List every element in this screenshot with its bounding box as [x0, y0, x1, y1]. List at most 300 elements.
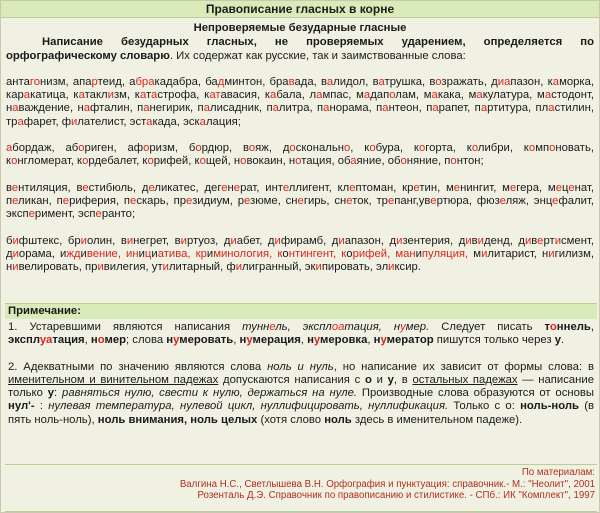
highlighted-vowel: рифей, ман [352, 247, 416, 260]
highlighted-vowel: о [240, 155, 247, 168]
note-text: , в [393, 373, 413, 386]
note-vowel: оа [331, 321, 345, 333]
word-text: б [6, 234, 13, 247]
highlighted-vowel: ц [144, 247, 152, 260]
note-vowel: у [246, 334, 253, 347]
highlighted-vowel: е [346, 194, 353, 207]
intro-bold-text: Написание безударных гласных, не проверяемых ударением, определяется по орфографическому словарю [6, 36, 594, 62]
highlighted-vowel: а [23, 89, 31, 102]
word-text: катица, к [30, 89, 79, 102]
note-vowel: у [173, 334, 180, 347]
word-text: рапет, п [438, 102, 481, 115]
word-text: ризм, б [149, 142, 196, 155]
note-italic [242, 321, 429, 333]
word-text: ртуоз, д [186, 234, 231, 247]
highlighted-vowel: а [151, 89, 158, 102]
highlighted-vowel: о [289, 142, 296, 155]
word-text: лисадник, п [209, 102, 273, 115]
word-text: ц [562, 181, 569, 194]
highlighted-vowel: а [12, 102, 19, 115]
word-text: строфа, к [157, 89, 210, 102]
note-word-part: н [307, 334, 314, 347]
word-text: фюз [476, 194, 500, 207]
note-word-part: экспл [8, 334, 40, 347]
note-paragraph-1 [8, 321, 594, 348]
word-text: лация; [205, 115, 241, 128]
word-text: ллигент, кл [288, 181, 350, 194]
highlighted-vowel: е [11, 181, 19, 194]
highlighted-vowel: е [349, 181, 356, 194]
highlighted-vowel: о [418, 142, 426, 155]
word-text: ранто; [101, 208, 136, 221]
source-item: Розенталь Д.Э. Справочник по правописанию и стилистике. - СПб.: ИК "Комплект", 1997 [197, 490, 595, 501]
note-text: и [371, 373, 388, 386]
note-bold-letter: о [364, 373, 372, 386]
word-text: норама, п [329, 102, 383, 115]
spacer [8, 348, 594, 361]
note-word-part: ннель [556, 321, 591, 333]
highlighted-vowel: е [282, 181, 289, 194]
highlighted-vowel: и [126, 234, 134, 247]
word-text: кадабра, ба [154, 75, 218, 88]
word-text: трушка, в [384, 75, 436, 88]
highlighted-vowel: о [389, 89, 396, 102]
highlighted-vowel: а [143, 102, 150, 115]
highlighted-vowel: а [17, 115, 24, 128]
highlighted-vowel: о [143, 142, 150, 155]
note-text: , [590, 321, 594, 333]
word-text: денд, [483, 234, 513, 247]
highlighted-vowel: бра [135, 75, 155, 88]
word-text: в [471, 234, 478, 247]
note-text: , [367, 334, 374, 347]
word-text: риген, аф [84, 142, 144, 155]
word-text: рт [543, 234, 555, 247]
word-text: ртюра, [436, 194, 472, 207]
word-text: тация, об [301, 155, 351, 168]
word-text: нтон; [456, 155, 484, 168]
spacer [6, 129, 594, 142]
highlighted-vowel: и [235, 261, 243, 274]
highlighted-vowel: и [465, 234, 472, 247]
word-text: фталин, п [90, 102, 144, 115]
word-text: рдебалет, к [88, 155, 148, 168]
word-group [6, 235, 594, 275]
note-vowel: уа [39, 334, 53, 347]
word-text: п [426, 102, 433, 115]
note-word [240, 334, 301, 346]
word-groups [6, 76, 594, 275]
note-word [545, 321, 591, 333]
highlighted-vowel: е [453, 181, 461, 194]
word-line [6, 155, 484, 167]
word-text: новать, [555, 142, 595, 155]
word-text: бордаж, аб [12, 142, 79, 155]
highlighted-vowel: а [350, 155, 357, 168]
highlighted-vowel: а [146, 115, 153, 128]
highlighted-vowel: а [6, 142, 13, 155]
word-text: зидиум, р [192, 194, 245, 207]
highlighted-vowel: е [387, 194, 395, 207]
note-underlined: остальных падежах [412, 373, 518, 386]
word-text: орама, и [18, 247, 67, 260]
highlighted-vowel: а [552, 75, 560, 88]
word-text: гирь, сн [303, 194, 347, 207]
word-text: и [138, 247, 145, 260]
highlighted-vowel: д [217, 75, 225, 88]
word-text: д [518, 234, 525, 247]
word-text: скональн [295, 142, 344, 155]
note-word-part: мер [104, 334, 127, 347]
word-text: рифей, к [153, 155, 200, 168]
highlighted-vowel: и [554, 234, 561, 247]
word-text: негрет, в [133, 234, 181, 247]
spacer [6, 222, 594, 235]
highlighted-vowel: е [130, 194, 137, 207]
highlighted-vowel: а [431, 89, 438, 102]
note-bold-word: ноль-ноль [520, 400, 579, 413]
highlighted-vowel: а [316, 89, 323, 102]
highlighted-vowel: е [297, 194, 304, 207]
note-text: Производные слова образуются от основы [357, 387, 595, 400]
note-vowel: у [380, 334, 387, 347]
word-text: тин, м [419, 181, 454, 194]
highlighted-vowel: а [432, 102, 439, 115]
note-text: , [300, 334, 308, 347]
word-text: теид, а [97, 75, 136, 88]
word-text: фштекс, бр [18, 234, 81, 247]
page-title: Правописание гласных в корне [1, 1, 599, 18]
word-text: ликан, п [18, 194, 63, 207]
note-italic: ноль и нуль [267, 360, 334, 373]
note-text: , но написание их зависит от формы слова: в [333, 360, 594, 373]
highlighted-vowel: и [180, 234, 187, 247]
note-italic-part: тунн [242, 321, 270, 333]
note-paragraph-2 [8, 361, 594, 427]
note-text: 2. Адекватными по значению являются слова [8, 360, 268, 373]
highlighted-vowel: а [326, 75, 334, 88]
note-text: Только с о: [448, 400, 521, 413]
word-text: яние, об [356, 155, 401, 168]
note-word [374, 334, 434, 346]
highlighted-vowel: о [450, 155, 457, 168]
note-heading: Примечание: [5, 304, 597, 319]
word-text: нат, п [6, 181, 594, 207]
word-text: кака, [437, 89, 464, 102]
highlighted-vowel: е [62, 194, 70, 207]
word-text: фарет, ф [23, 115, 72, 128]
word-text: ток, тр [352, 194, 388, 207]
highlighted-vowel: о [369, 142, 376, 155]
word-text: нгломерат, к [17, 155, 83, 168]
highlighted-vowel: о [528, 142, 536, 155]
highlighted-vowel: о [400, 155, 407, 168]
word-text: литарист, н [487, 247, 549, 260]
note-text: ; слова [126, 334, 167, 347]
highlighted-vowel: пуляция, [421, 247, 469, 260]
note-bold-word: нул'- [8, 400, 35, 413]
highlighted-vowel: и [12, 261, 19, 274]
highlighted-vowel: е [221, 181, 228, 194]
highlighted-vowel: о [199, 155, 206, 168]
note-text: Следует писать [429, 321, 545, 333]
word-text: рат, инт [240, 181, 283, 194]
note-word [307, 334, 367, 346]
highlighted-vowel: иа [497, 75, 511, 88]
sources-label: По материалам: [521, 467, 595, 478]
note-word-part: мератор [386, 334, 434, 347]
note-italic-part: тация, н [344, 321, 401, 333]
highlighted-vowel: е [186, 194, 193, 207]
word-text: литра, п [278, 102, 324, 115]
note-italic-part: мер. [405, 321, 430, 333]
word-text: щей, н [205, 155, 241, 168]
highlighted-vowel: а [139, 89, 146, 102]
highlighted-vowel: е [568, 181, 575, 194]
highlighted-vowel: и [230, 234, 237, 247]
word-text: римент, эсп [34, 208, 96, 221]
highlighted-vowel: о [471, 142, 478, 155]
highlighted-vowel: и [274, 234, 281, 247]
highlighted-vowel: е [28, 208, 35, 221]
note-word-part: тация [52, 334, 85, 347]
word-text: бала, л [276, 89, 317, 102]
word-text: низм, апа [40, 75, 92, 88]
word-text: мп [535, 142, 550, 155]
highlighted-vowel: о [82, 155, 89, 168]
divider [5, 511, 597, 512]
word-text: м [468, 89, 477, 102]
note-word-part: н [373, 334, 381, 347]
highlighted-vowel: вение, ин [86, 247, 139, 260]
highlighted-vowel: о [78, 142, 85, 155]
note-text: — написание только [8, 373, 594, 400]
word-line [6, 142, 594, 154]
highlighted-vowel: о [295, 155, 302, 168]
word-text: ляж, энц [505, 194, 553, 207]
highlighted-vowel: и [388, 261, 395, 274]
highlighted-vowel: о [549, 142, 556, 155]
note-text: пишутся только через [433, 334, 555, 347]
highlighted-vowel: и [396, 234, 403, 247]
word-text: м [547, 181, 556, 194]
word-text: стибюль, д [88, 181, 149, 194]
note-bold-letter: у [554, 334, 562, 347]
word-text: вокаин, н [246, 155, 296, 168]
word-text: горта, к [425, 142, 472, 155]
highlighted-vowel: а [476, 89, 483, 102]
word-text: зм, к [113, 89, 140, 102]
highlighted-vowel: а [480, 102, 488, 115]
highlighted-vowel: а [548, 102, 555, 115]
word-text: и [151, 247, 158, 260]
word-text: лателист, эст [77, 115, 147, 128]
note-bold-word: ноль [324, 413, 352, 426]
word-text: рдюр, в [201, 142, 249, 155]
highlighted-vowel: о [248, 142, 256, 155]
word-text: дап [370, 89, 390, 102]
highlighted-vowel: а [382, 102, 389, 115]
note-text: . [561, 334, 565, 347]
note-word [91, 334, 126, 346]
word-text: няние, п [406, 155, 451, 168]
note-vowel: у [313, 334, 321, 347]
word-text: и [415, 247, 422, 260]
word-line [6, 182, 542, 194]
spacer [6, 169, 594, 182]
note-text: (хотя слово [257, 413, 325, 426]
highlighted-vowel: и [97, 261, 104, 274]
highlighted-vowel: и [80, 234, 87, 247]
word-text: гера, [516, 181, 543, 194]
highlighted-vowel: е [148, 181, 155, 194]
highlighted-vowel: и [12, 247, 19, 260]
note-bold-word: ноль внимания, ноль целых [97, 413, 258, 426]
highlighted-vowel: е [95, 208, 102, 221]
highlighted-vowel: а [83, 102, 91, 115]
note-underlined: именительном и винительном падежах [8, 373, 219, 386]
word-text: либри, к [477, 142, 529, 155]
word-text: т [145, 89, 152, 102]
note-word [8, 334, 85, 346]
word-text: , к [350, 142, 370, 155]
note-text: , [84, 334, 91, 347]
highlighted-vowel: го [29, 75, 41, 88]
word-text: птоман, кр [355, 181, 414, 194]
note-vowel: о [97, 334, 105, 347]
word-text: зентерия, д [402, 234, 466, 247]
highlighted-vowel: е [12, 194, 19, 207]
note-italic-part: ль, экспл [275, 321, 332, 333]
note-italic: равняться нулю, свести к нулю, держаться на нуле. [62, 387, 358, 400]
word-group [6, 76, 594, 129]
word-text: негирик, п [149, 102, 204, 115]
highlighted-vowel: и [481, 247, 488, 260]
word-text: пировать, эл [321, 261, 389, 274]
word-text: лигранный, эк [242, 261, 316, 274]
word-text: риферия, п [69, 194, 131, 207]
note-italic: нулевая температура, нулевой цикл, нуллифицировать, нуллификация. [48, 400, 449, 413]
word-text: апазон, д [344, 234, 397, 247]
highlighted-vowel: а [78, 89, 85, 102]
highlighted-vowel: а [270, 89, 277, 102]
word-text: м [473, 247, 482, 260]
note-box [5, 303, 597, 465]
note-word-part: т [544, 321, 550, 333]
highlighted-vowel: ат [209, 89, 221, 102]
section-subtitle: Непроверяемые безударные гласные [193, 22, 407, 34]
word-text: фалит, эксп [6, 194, 595, 221]
highlighted-vowel: е [233, 181, 241, 194]
word-text: велировать, пр [18, 261, 98, 274]
highlighted-vowel: и [12, 234, 19, 247]
word-text: лам, м [395, 89, 432, 102]
word-text: нингит, м [460, 181, 510, 194]
highlighted-vowel: и [477, 234, 484, 247]
word-text: такл [84, 89, 108, 102]
note-text: допускаются написания с [218, 373, 365, 386]
word-text: нтеон, [388, 102, 422, 115]
word-text: када, эск [152, 115, 200, 128]
word-text: ксир. [394, 261, 421, 274]
highlighted-vowel: и [162, 261, 169, 274]
note-text: : [34, 400, 49, 413]
word-text: к [547, 75, 553, 88]
word-text: к [6, 155, 12, 168]
highlighted-vowel: а [272, 102, 279, 115]
word-text: стилин, тр [6, 102, 594, 128]
note-word-part: н [90, 334, 98, 347]
highlighted-vowel: е [555, 181, 562, 194]
word-text: и [206, 247, 214, 260]
note-text: здесь в именительном падеже). [351, 413, 523, 426]
highlighted-vowel: а [544, 89, 552, 102]
highlighted-vowel: а [378, 75, 385, 88]
highlighted-vowel: р [91, 75, 98, 88]
highlighted-vowel: нтингент, к [288, 247, 347, 260]
note-text: : [54, 387, 63, 400]
note-text: , [233, 334, 240, 347]
word-text: яж, д [255, 142, 290, 155]
note-text: (в пять ноль-ноль), [8, 400, 594, 426]
highlighted-vowel: минология, к [213, 247, 283, 260]
word-text: стодонт, н [6, 89, 595, 115]
note-bold-letter: у [387, 373, 394, 386]
highlighted-vowel: о [435, 75, 442, 88]
word-group [6, 182, 594, 222]
note-word [166, 334, 233, 346]
word-text: авасия, к [220, 89, 271, 102]
word-text: зюме, сн [250, 194, 298, 207]
note-vowel: о [549, 321, 557, 333]
highlighted-vowel: и [524, 234, 532, 247]
highlighted-vowel: а [363, 89, 371, 102]
note-body [8, 321, 594, 427]
word-text: фирамб, д [280, 234, 339, 247]
word-text: минтон, бра [224, 75, 289, 88]
note-vowel: у [400, 321, 406, 333]
word-line [6, 76, 543, 88]
highlighted-vowel: и [338, 234, 345, 247]
highlighted-vowel: е [82, 181, 89, 194]
word-text: ликатес, дег [154, 181, 222, 194]
word-text: в [6, 181, 12, 194]
highlighted-vowel: в [288, 75, 295, 88]
word-text: мпас, м [322, 89, 364, 102]
highlighted-vowel: о [147, 155, 154, 168]
word-text: в [531, 234, 538, 247]
word-text: зражать, д [441, 75, 498, 88]
highlighted-vowel: о [343, 142, 351, 155]
note-vowel: е [269, 321, 276, 333]
sources [5, 467, 597, 502]
word-text: о [282, 247, 289, 260]
highlighted-vowel: а [323, 102, 330, 115]
word-text: лидол, в [333, 75, 379, 88]
word-text: панг,ув [394, 194, 431, 207]
highlighted-vowel: жд [66, 247, 81, 260]
word-text: скарь, пр [136, 194, 187, 207]
highlighted-vowel: е [537, 234, 544, 247]
highlighted-vowel: а [199, 115, 206, 128]
highlighted-vowel: е [509, 181, 517, 194]
highlighted-vowel: е [413, 181, 420, 194]
word-text: гилизм, н [6, 247, 594, 274]
highlighted-vowel: е [499, 194, 506, 207]
word-text: кулатура, м [482, 89, 545, 102]
highlighted-vowel: е [552, 194, 559, 207]
highlighted-vowel: а [203, 102, 210, 115]
